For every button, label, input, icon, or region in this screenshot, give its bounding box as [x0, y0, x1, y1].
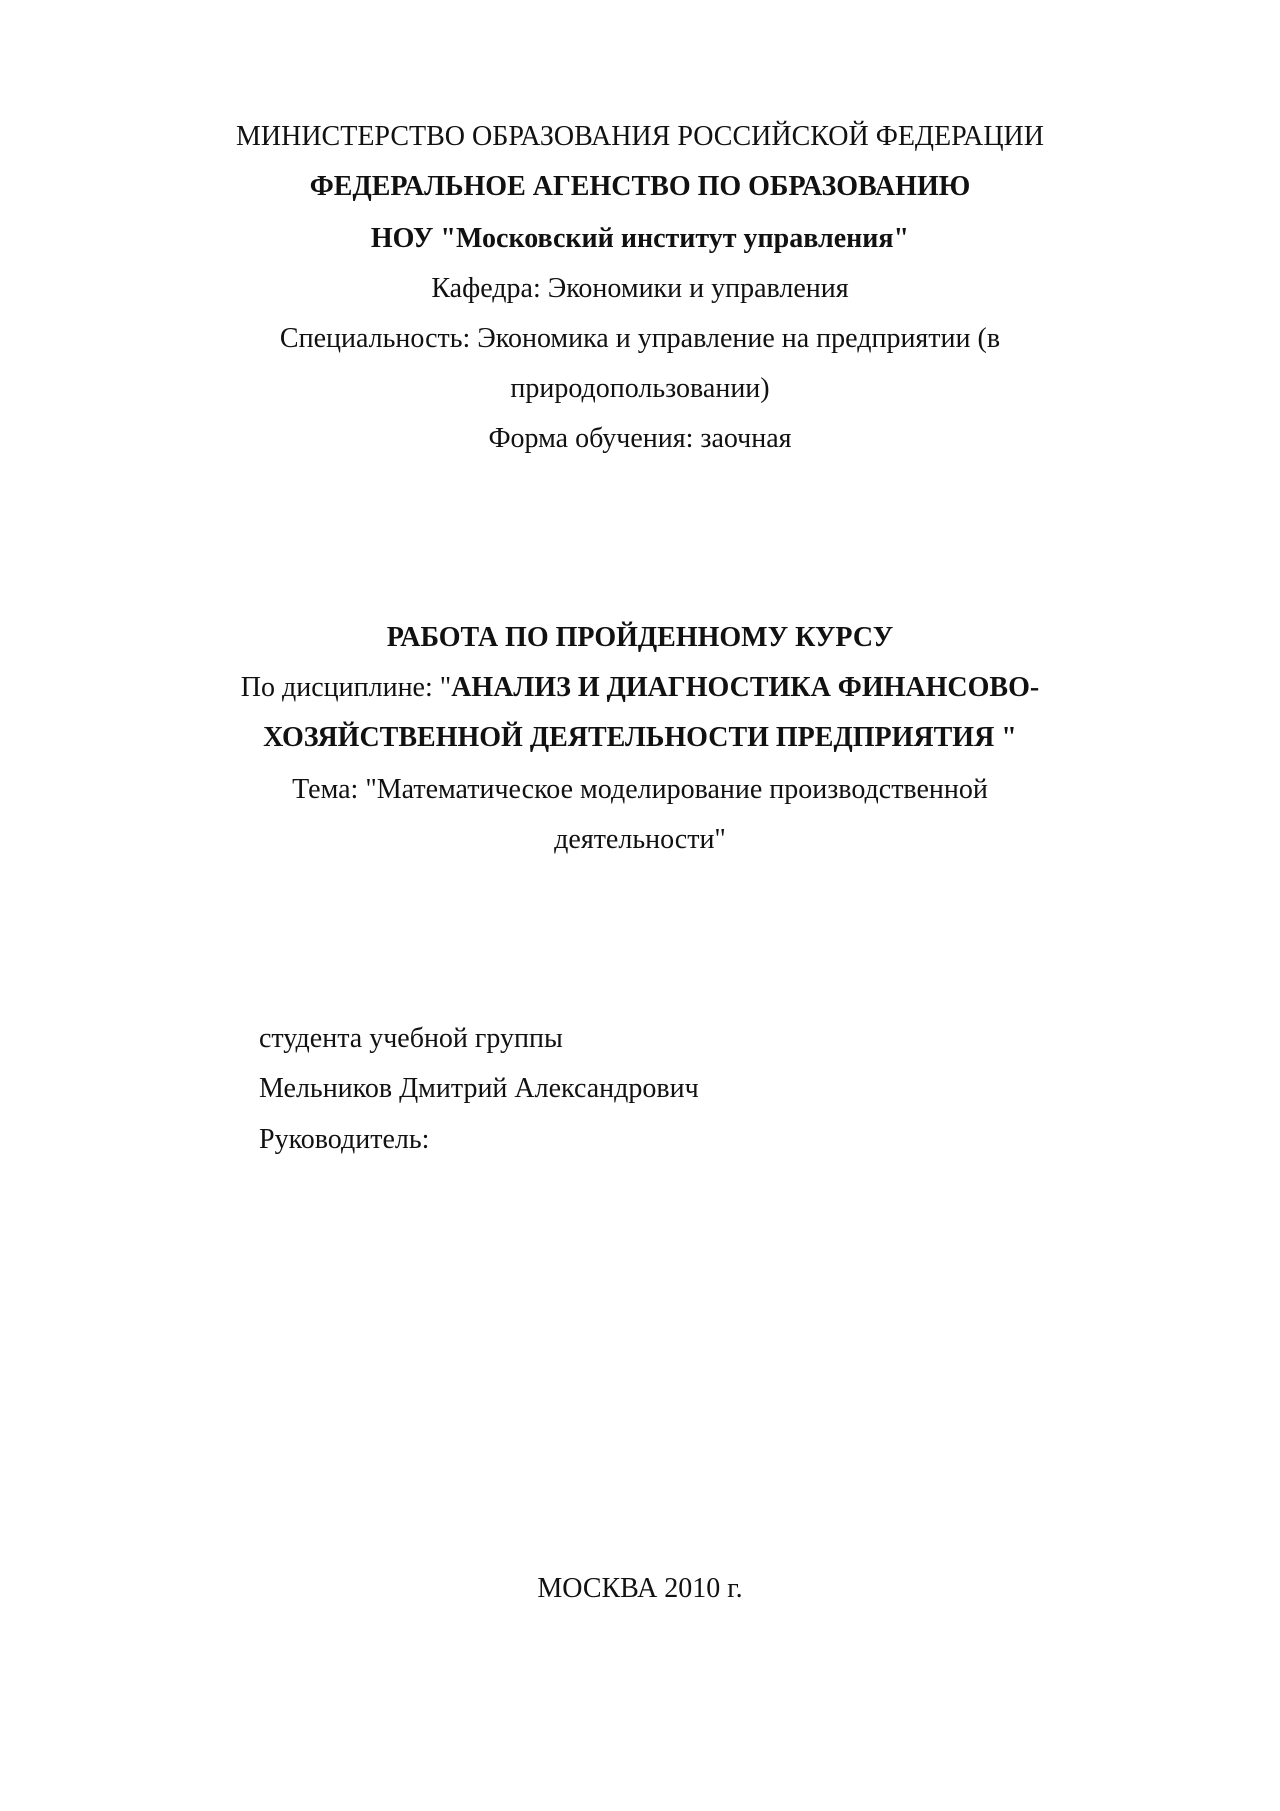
study-form-line: Форма обучения: заочная: [488, 423, 792, 454]
discipline-prefix: По дисциплине: ": [240, 672, 452, 703]
specialty-line-1: Специальность: Экономика и управление на предприятии (в: [279, 323, 1001, 354]
topic-line-1: Тема: "Математическое моделирование производственной: [292, 774, 988, 805]
work-title: РАБОТА ПО ПРОЙДЕННОМУ КУРСУ: [386, 622, 894, 653]
student-name: Мельников Дмитрий Александрович: [259, 1073, 699, 1104]
agency-line: ФЕДЕРАЛЬНОЕ АГЕНСТВО ПО ОБРАЗОВАНИЮ: [309, 171, 971, 202]
discipline-line-2: ХОЗЯЙСТВЕННОЙ ДЕЯТЕЛЬНОСТИ ПРЕДПРИЯТИЯ ": [263, 722, 1017, 753]
discipline-name-part-1: АНАЛИЗ И ДИАГНОСТИКА ФИНАНСОВО-: [451, 672, 1040, 703]
topic-line-2: деятельности": [554, 824, 726, 855]
city-year: МОСКВА 2010 г.: [537, 1573, 743, 1604]
specialty-line-2: природопользовании): [510, 373, 770, 404]
institute-line: НОУ "Московский институт управления": [370, 223, 910, 254]
group-label: студента учебной группы: [259, 1023, 563, 1054]
department-line: Кафедра: Экономики и управления: [431, 273, 849, 304]
ministry-line: МИНИСТЕРСТВО ОБРАЗОВАНИЯ РОССИЙСКОЙ ФЕДЕРАЦИИ: [235, 121, 1044, 152]
supervisor-label: Руководитель:: [259, 1124, 430, 1155]
discipline-line-1: [0, 671, 1118, 705]
